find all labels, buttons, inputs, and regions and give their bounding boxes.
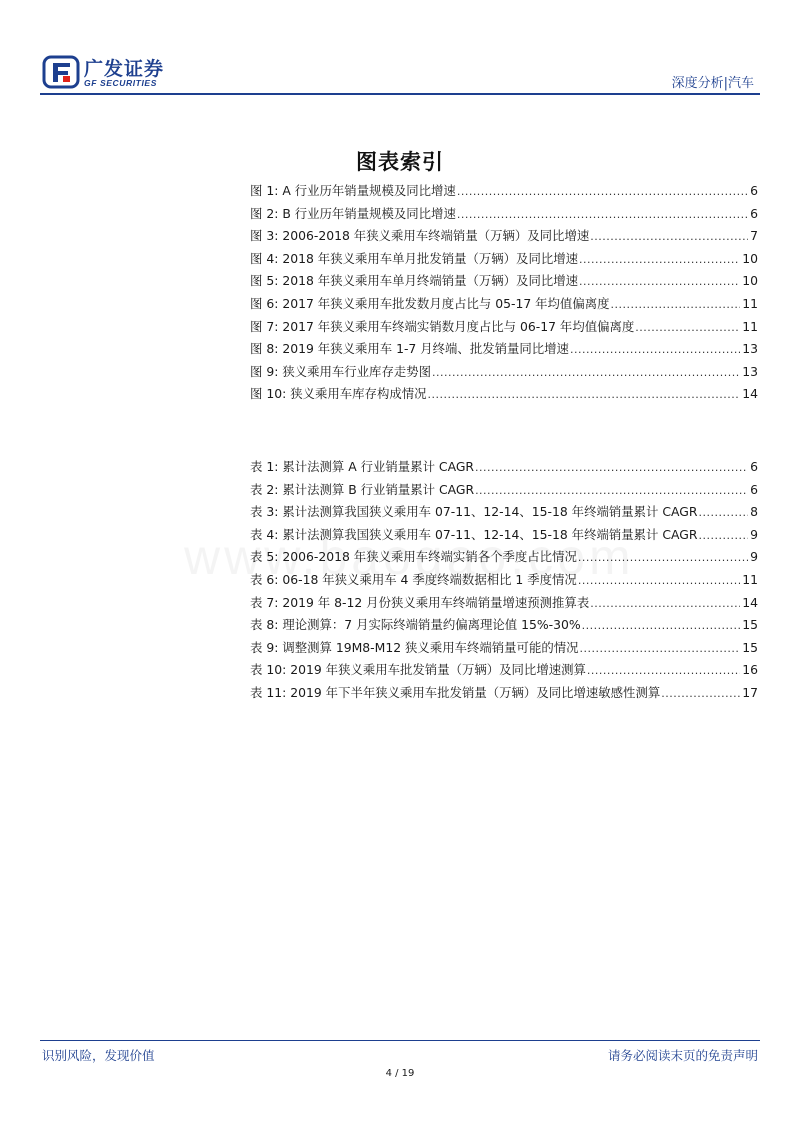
table-index-entry-page-number[interactable]: 14 — [742, 594, 758, 610]
table-index-entry[interactable] — [250, 593, 758, 616]
table-index-entry-page-number[interactable]: 15 — [742, 617, 758, 633]
watermark — [184, 528, 635, 586]
dot-leader — [590, 230, 748, 243]
figure-index-entry[interactable] — [250, 204, 758, 227]
table-index-entry-label[interactable]: 表 7: 2019 年 8-12 月份狭义乘用车终端销量增速预测推算表 — [250, 594, 590, 610]
dot-leader — [457, 185, 748, 198]
dot-leader — [587, 664, 740, 677]
dot-leader — [475, 484, 748, 497]
figure-index-entry-label[interactable]: 图 7: 2017 年狭义乘用车终端实销数月度占比与 06-17 年均值偏离度 — [250, 318, 635, 334]
table-index-entry[interactable] — [250, 502, 758, 525]
figure-index-entry-page-number[interactable]: 11 — [742, 295, 758, 311]
dot-leader — [570, 343, 740, 356]
figure-index-entry-page-number[interactable]: 10 — [742, 250, 758, 266]
gf-logo-icon — [42, 54, 80, 90]
page-number: 4 / 19 — [385, 1068, 415, 1079]
table-index-entry-label[interactable]: 表 6: 06-18 年狭义乘用车 4 季度终端数据相比 1 季度情况 — [250, 571, 577, 587]
figure-index-entry[interactable] — [250, 384, 758, 407]
figure-index-entry[interactable] — [250, 362, 758, 385]
table-index-entry-label[interactable]: 表 3: 累计法测算我国狭义乘用车 07-11、12-14、15-18 年终端销量累计 CAGR — [250, 504, 698, 520]
table-index-entry[interactable] — [250, 638, 758, 661]
figure-index-entry-page-number[interactable]: 6 — [750, 205, 758, 221]
table-index-entry-label[interactable]: 表 11: 2019 年下半年狭义乘用车批发销量（万辆）及同比增速敏感性测算 — [250, 684, 661, 700]
figure-index-entry-page-number[interactable]: 11 — [742, 318, 758, 334]
table-index-entry-label[interactable]: 表 9: 调整测算 19M8-M12 狭义乘用车终端销量可能的情况 — [250, 639, 579, 655]
figure-index-entry-label[interactable]: 图 8: 2019 年狭义乘用车 1-7 月终端、批发销量同比增速 — [250, 341, 569, 357]
figure-index-entry-label[interactable]: 图 10: 狭义乘用车库存构成情况 — [250, 386, 427, 402]
dot-leader — [428, 388, 741, 401]
dot-leader — [635, 321, 740, 334]
figure-index-entry-page-number[interactable]: 7 — [750, 228, 758, 244]
dot-leader — [661, 687, 740, 700]
figure-index-entry[interactable] — [250, 226, 758, 249]
table-index-entry-page-number[interactable]: 15 — [742, 639, 758, 655]
table-index-entry-label[interactable]: 表 1: 累计法测算 A 行业销量累计 CAGR — [250, 459, 475, 474]
table-index-entry-page-number[interactable]: 6 — [750, 459, 758, 474]
figure-index-entry-label[interactable]: 图 4: 2018 年狭义乘用车单月批发销量（万辆）及同比增速 — [250, 250, 579, 266]
table-index-entry-label[interactable]: 表 2: 累计法测算 B 行业销量累计 CAGR — [250, 481, 475, 497]
table-index-entry-label[interactable]: 表 5: 2006-2018 年狭义乘用车终端实销各个季度占比情况 — [250, 549, 577, 565]
table-index-entry-page-number[interactable]: 8 — [750, 504, 758, 520]
dot-leader — [579, 253, 740, 266]
footer-divider — [40, 1040, 760, 1041]
footer-disclaimer-note: 请务必阅读末页的免责声明 — [607, 1048, 758, 1063]
table-index-entry[interactable] — [250, 457, 758, 480]
figure-index-entry-page-number[interactable]: 13 — [742, 363, 758, 379]
logo-chinese-name: 广发证券 — [84, 58, 165, 80]
table-index-entry-label[interactable]: 表 4: 累计法测算我国狭义乘用车 07-11、12-14、15-18 年终端销量累计 CAGR — [250, 526, 698, 542]
figure-index-entry[interactable] — [250, 294, 758, 317]
figure-index-entry-label[interactable]: 图 5: 2018 年狭义乘用车单月终端销量（万辆）及同比增速 — [250, 273, 579, 289]
figure-index-entry-label[interactable]: 图 3: 2006-2018 年狭义乘用车终端销量（万辆）及同比增速 — [250, 228, 590, 244]
dot-leader — [579, 275, 740, 288]
figure-index-entry-page-number[interactable]: 10 — [742, 273, 758, 289]
figure-index-entry-page-number[interactable]: 13 — [742, 341, 758, 357]
dot-leader — [580, 642, 741, 655]
dot-leader — [475, 461, 748, 474]
table-index-entry[interactable] — [250, 660, 758, 683]
figure-index-entry-label[interactable]: 图 9: 狭义乘用车行业库存走势图 — [250, 363, 432, 379]
logo-english-name: GF SECURITIES — [84, 78, 157, 88]
figure-index-entry-label[interactable]: 图 6: 2017 年狭义乘用车批发数月度占比与 05-17 年均值偏离度 — [250, 295, 610, 311]
table-index-entry-page-number[interactable]: 17 — [742, 684, 758, 700]
dot-leader — [698, 529, 748, 542]
figure-index-entry[interactable] — [250, 181, 758, 204]
figure-index-list — [250, 181, 758, 407]
dot-leader — [432, 366, 740, 379]
table-index-entry[interactable] — [250, 480, 758, 503]
figure-index-entry[interactable] — [250, 271, 758, 294]
figure-index-entry-label[interactable]: 图 2: B 行业历年销量规模及同比增速 — [250, 205, 456, 221]
figure-index-entry-page-number[interactable]: 14 — [742, 386, 758, 402]
page-title: 图表索引 — [356, 150, 444, 174]
footer-slogan: 识别风险，发现价值 — [42, 1048, 155, 1063]
table-index-entry-page-number[interactable]: 16 — [742, 662, 758, 678]
dot-leader — [611, 298, 741, 311]
dot-leader — [590, 597, 740, 610]
page-header — [40, 52, 760, 94]
figure-index-entry-page-number[interactable]: 6 — [750, 183, 758, 198]
table-index-entry-page-number[interactable]: 9 — [750, 549, 758, 565]
company-logo — [40, 52, 240, 92]
dot-leader — [582, 619, 741, 632]
figure-index-entry[interactable] — [250, 317, 758, 340]
table-index-entry-label[interactable]: 表 10: 2019 年狭义乘用车批发销量（万辆）及同比增速测算 — [250, 662, 586, 678]
figure-index-entry[interactable] — [250, 339, 758, 362]
table-index-entry[interactable] — [250, 683, 758, 706]
dot-leader — [457, 208, 748, 221]
header-divider — [40, 93, 760, 95]
table-index-entry-label[interactable]: 表 8: 理论测算：7 月实际终端销量约偏离理论值 15%-30% — [250, 617, 581, 633]
report-section-label: 深度分析|汽车 — [671, 76, 754, 91]
table-index-entry-page-number[interactable]: 11 — [742, 571, 758, 587]
figure-index-entry-label[interactable]: 图 1: A 行业历年销量规模及同比增速 — [250, 183, 456, 198]
table-index-entry[interactable] — [250, 615, 758, 638]
figure-index-entry[interactable] — [250, 249, 758, 272]
dot-leader — [698, 506, 748, 519]
table-index-entry-page-number[interactable]: 9 — [750, 526, 758, 542]
table-index-entry-page-number[interactable]: 6 — [750, 481, 758, 497]
